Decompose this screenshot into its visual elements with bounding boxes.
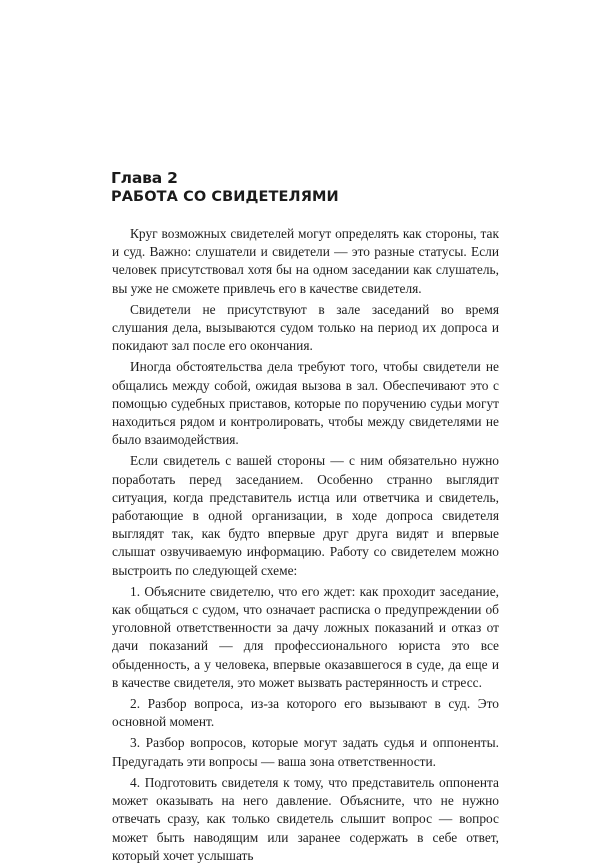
- paragraph: Иногда обстоятельства дела требуют того, чтобы свидетели не общались между собой, ожидая вызова в зал. Обеспечивают это с помощью судебных приставов, которые по поручению судьи могут находиться рядом и контролировать, чтобы между свидетелями не было взаимодействия.: [112, 359, 499, 448]
- list-item: 2. Разбор вопроса, из-за которого его вызывают в суд. Это основной момент.: [112, 696, 499, 730]
- list-item: 4. Подготовить свидетеля к тому, что представитель оппонента может оказывать на него давление. Объясните, что не нужно отвечать сразу, как только свидетель слышит вопрос — вопрос может быть наводящим или заранее содержать в себе ответ, который хочет услышать: [112, 774, 499, 863]
- list-item: 3. Разбор вопросов, которые могут задать судья и оппоненты. Предугадать эти вопросы — ваша зона ответственности.: [112, 735, 499, 769]
- chapter-title: РАБОТА СО СВИДЕТЕЛЯМИ: [111, 189, 339, 205]
- paragraph: Свидетели не присутствуют в зале заседаний во время слушания дела, вызываются судом только на период их допроса и покидают зал после его окончания.: [112, 301, 499, 354]
- chapter-number: Глава 2: [111, 169, 178, 187]
- list-item: 1. Объясните свидетелю, что его ждет: как проходит заседание, как общаться с судом, что означает расписка о предупреждении об уголовной ответственности за дачу ложных показаний и отказ от дачи показаний — для профессионального юриста это все обыденность, а у человека, впервые оказавшегося в суде, да еще и в качестве свидетеля, это может вызвать растерянность и стресс.: [112, 583, 499, 690]
- paragraph: Круг возможных свидетелей могут определять как стороны, так и суд. Важно: слушатели и свидетели — это разные статусы. Если человек присутствовал хотя бы на одном заседании как слушатель, вы уже не сможете привлечь его в качестве свидетеля.: [112, 226, 499, 296]
- paragraph: Если свидетель с вашей стороны — с ним обязательно нужно поработать перед заседанием. Особенно странно выглядит ситуация, когда представитель истца или ответчика и свидетель, работающие в одной организации, в ходе допроса свидетеля выглядят так, как будто впервые друг друга видят и впервые слышат озвучиваемую информацию. Работу со свидетелем можно выстроить по следующей схеме:: [112, 453, 499, 578]
- chapter-body: [112, 225, 499, 868]
